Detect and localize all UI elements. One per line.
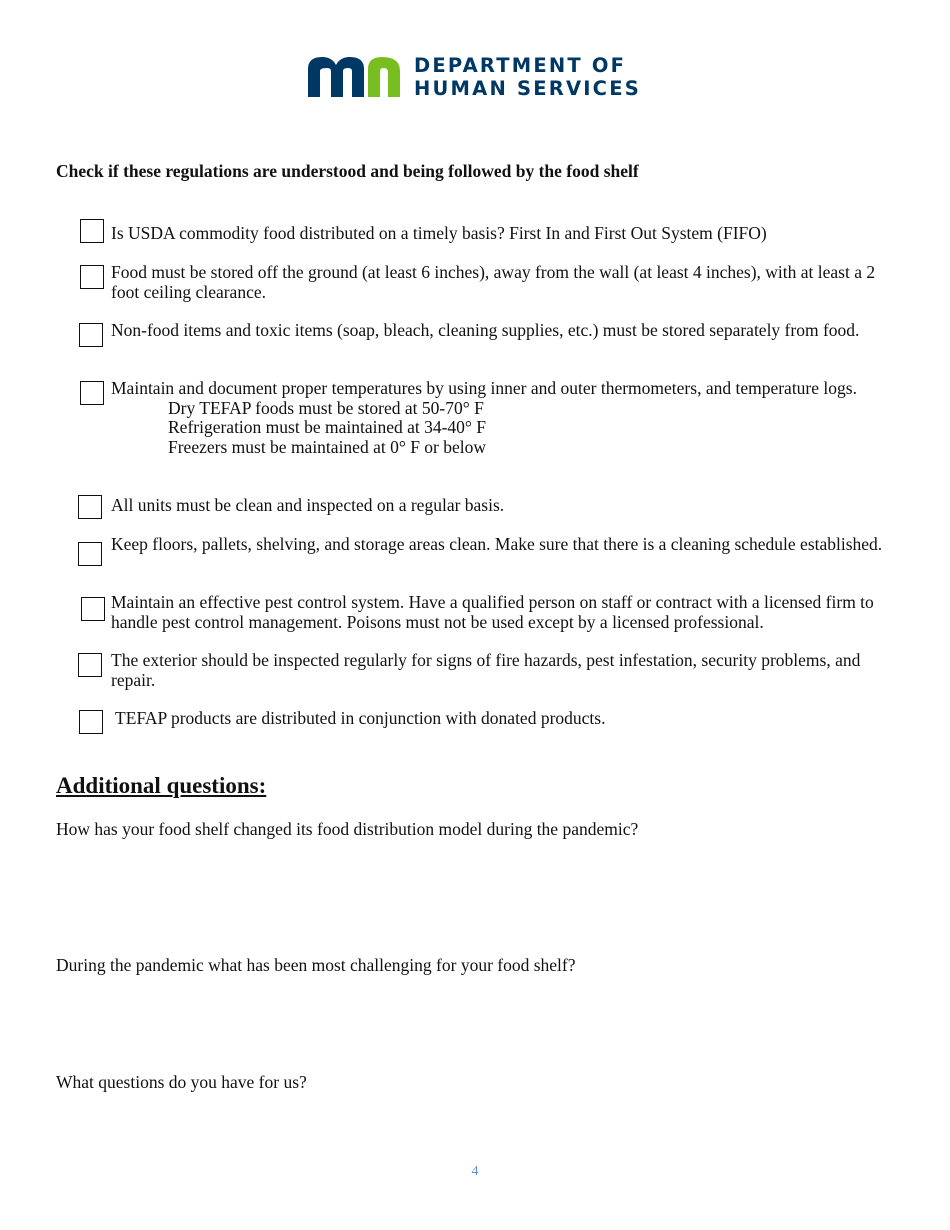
checklist-item-non-food-storage: Non-food items and toxic items (soap, bleach, cleaning supplies, etc.) must be stored separately from food. [111, 320, 860, 340]
checklist-item-pest-control: Maintain an effective pest control system. Have a qualified person on staff or contract with a licensed firm to handle pest control management. Poisons must not be used except by a licensed professional. [111, 592, 874, 632]
logo-line-2: HUMAN SERVICES [414, 77, 641, 100]
question-challenges: During the pandemic what has been most challenging for your food shelf? [56, 955, 576, 975]
dhs-logo [306, 54, 641, 100]
logo-line-1: DEPARTMENT OF [414, 54, 627, 77]
temp-refrigeration: Refrigeration must be maintained at 34-40° F [168, 417, 487, 437]
checklist-item-fifo: Is USDA commodity food distributed on a timely basis? First In and First Out System (FIFO) [111, 223, 767, 243]
temp-dry-foods: Dry TEFAP foods must be stored at 50-70° F [168, 397, 484, 418]
checklist-item-tefap-donated: TEFAP products are distributed in conjunction with donated products. [111, 708, 606, 728]
mn-logo-icon [306, 55, 402, 99]
checklist-item-cleaning-schedule: Keep floors, pallets, shelving, and storage areas clean. Make sure that there is a cleaning schedule established. [111, 534, 883, 554]
checklist-item-storage-clearance: Food must be stored off the ground (at least 6 inches), away from the wall (at least 4 inches), with at least a 2 foot ceiling clearance. [111, 262, 876, 302]
logo-wordmark [414, 54, 641, 100]
checklist-item-units-clean: All units must be clean and inspected on a regular basis. [111, 495, 505, 515]
checkbox-temperatures[interactable] [80, 381, 104, 405]
question-distribution-model: How has your food shelf changed its food distribution model during the pandemic? [56, 819, 639, 839]
checkbox-pest-control[interactable] [81, 597, 105, 621]
checkbox-units-clean[interactable] [78, 495, 102, 519]
page-number: 4 [471, 1164, 479, 1179]
checklist-item-exterior-inspection: The exterior should be inspected regularly for signs of fire hazards, pest infestation, security problems, and repair. [111, 650, 861, 690]
question-for-us: What questions do you have for us? [56, 1072, 307, 1092]
checkbox-exterior-inspection[interactable] [78, 653, 102, 677]
additional-questions-heading: Additional questions: [56, 773, 267, 798]
checkbox-cleaning-schedule[interactable] [78, 542, 102, 566]
checkbox-non-food-storage[interactable] [79, 323, 103, 347]
checklist-item-temperatures [111, 379, 901, 457]
temperatures-text: Maintain and document proper temperatures by using inner and outer thermometers, and temperature logs. [111, 378, 857, 398]
checkbox-tefap-donated[interactable] [79, 710, 103, 734]
checkbox-fifo[interactable] [80, 219, 104, 243]
checklist-heading: Check if these regulations are understood and being followed by the food shelf [56, 161, 639, 181]
temp-freezers: Freezers must be maintained at 0° F or below [168, 436, 487, 457]
checkbox-storage-clearance[interactable] [80, 265, 104, 289]
